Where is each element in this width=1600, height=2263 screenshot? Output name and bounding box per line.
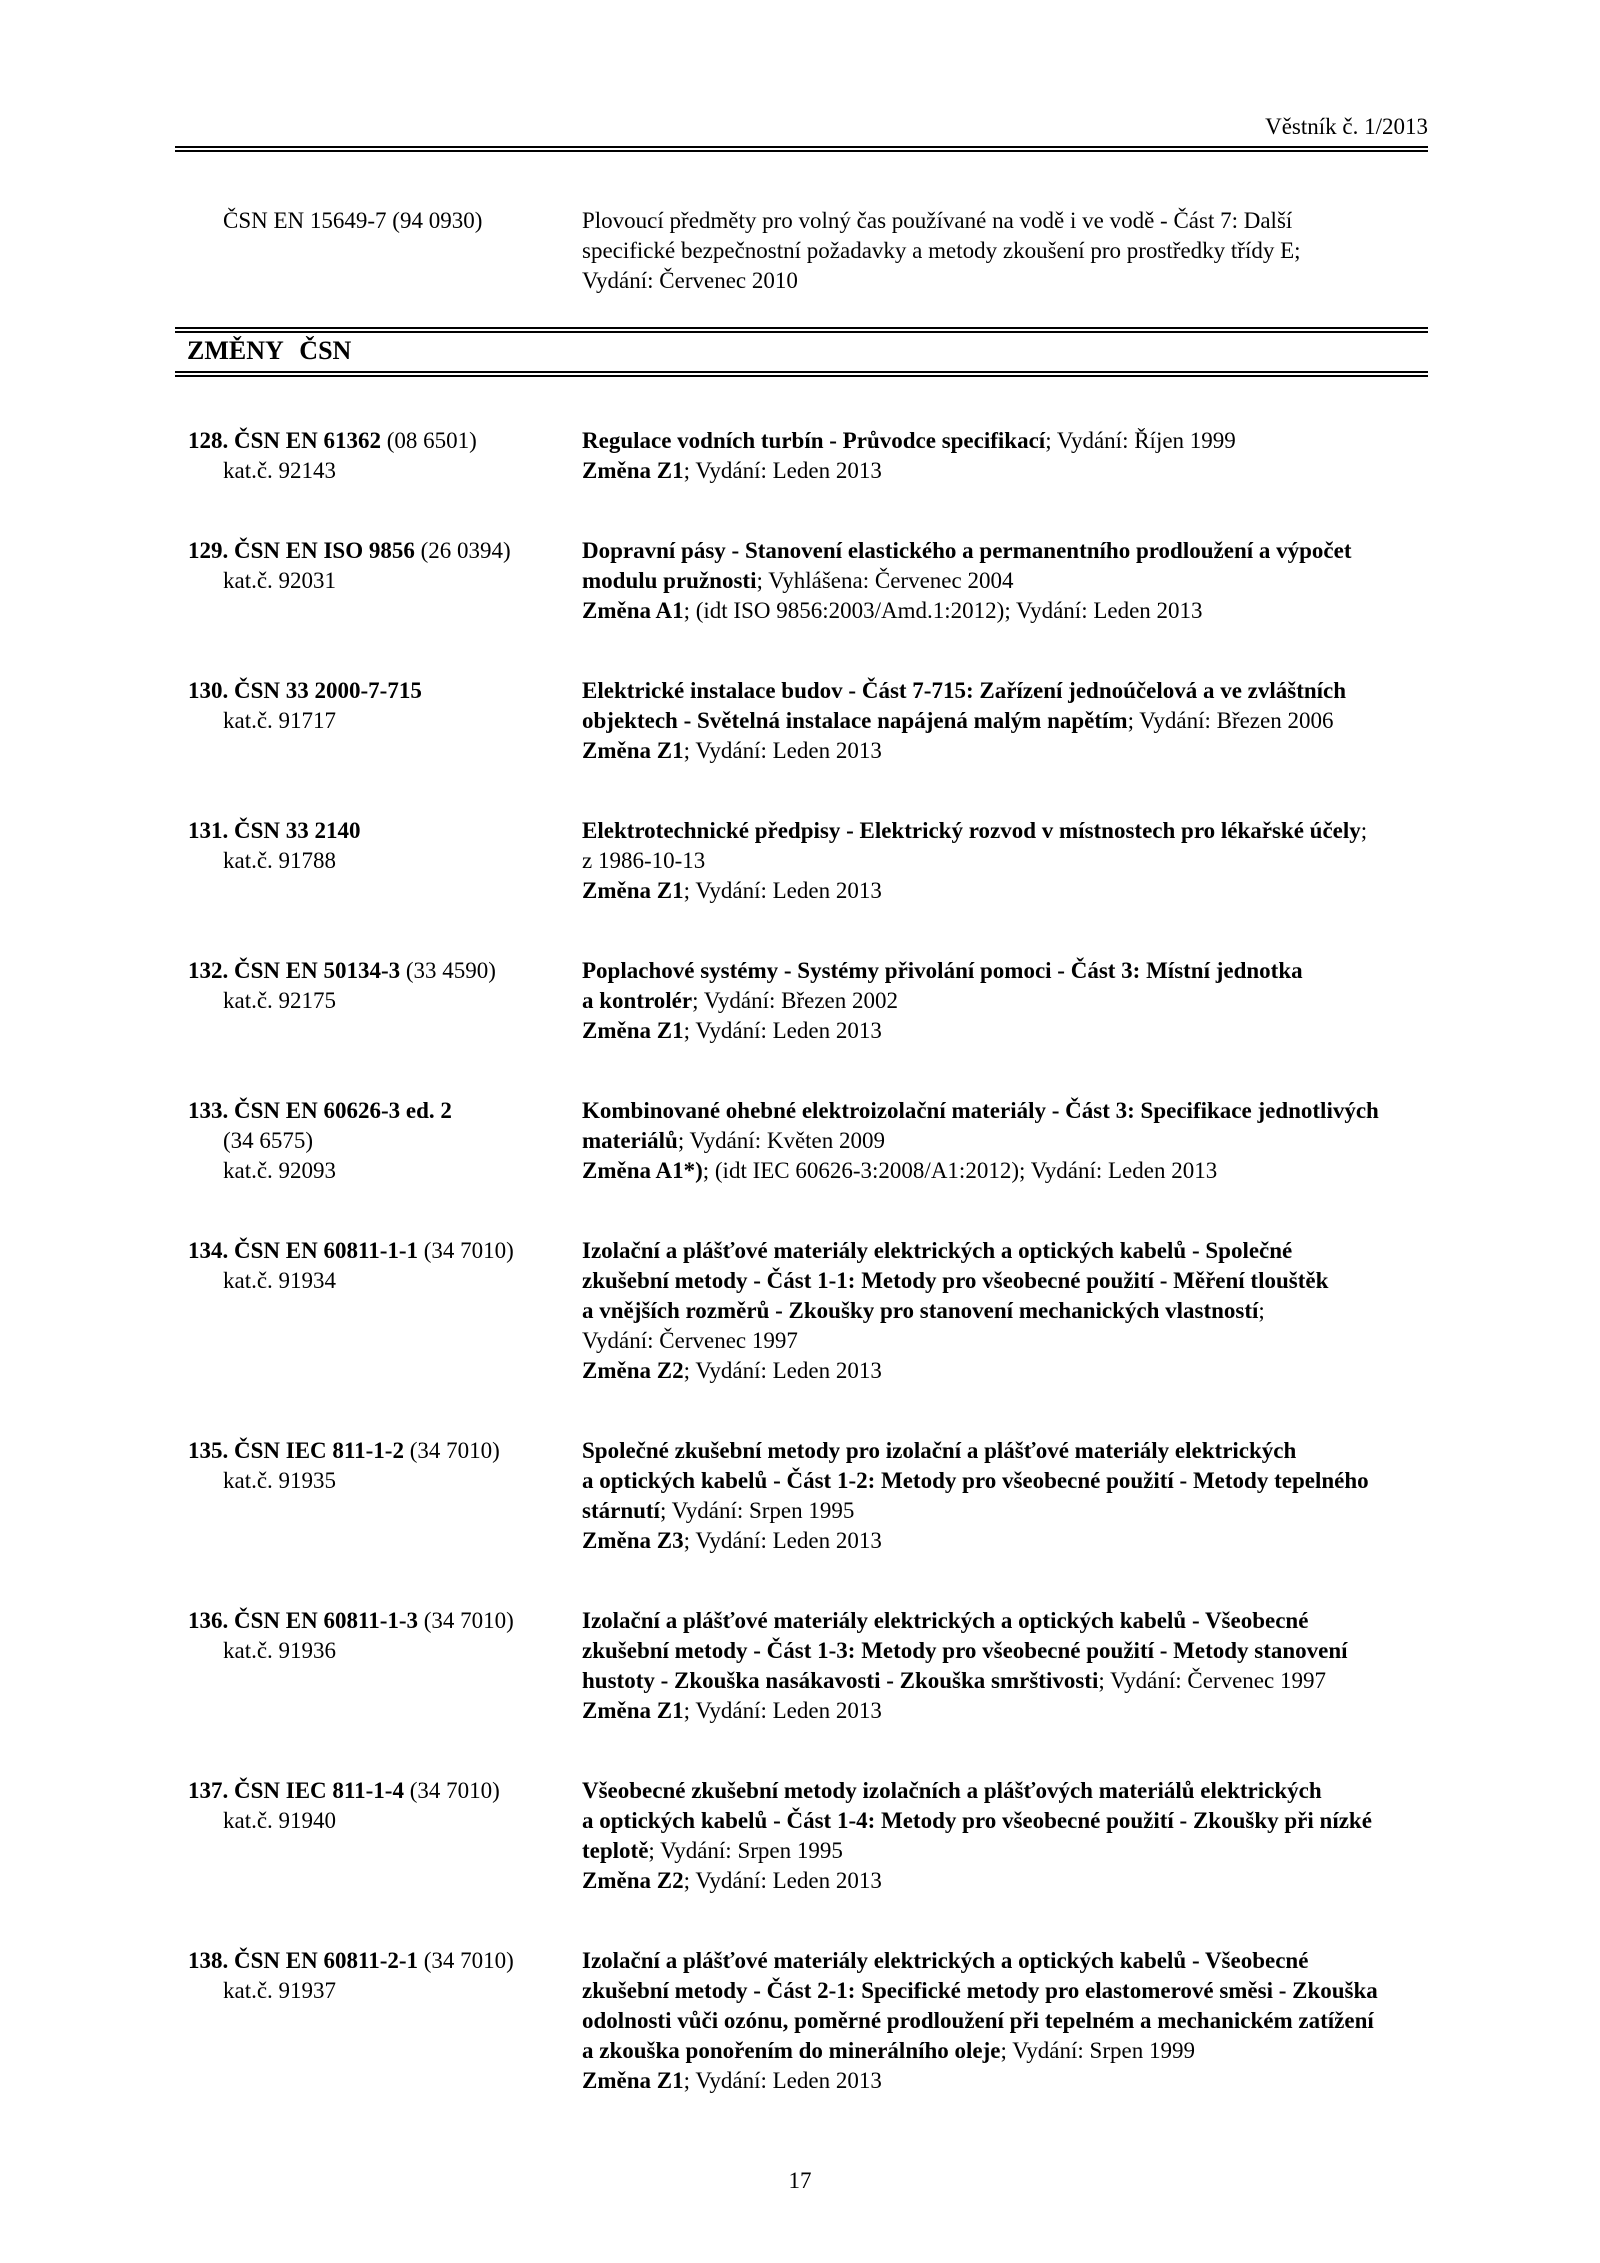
bold-text: 138. ČSN EN 60811-2-1 [188,1948,419,1973]
entry-number-code-line [0,1946,514,1976]
entry-description [582,206,1600,296]
entry-left-subline [0,1976,514,2006]
entry-description-line [582,1436,1600,1466]
text: ; Vydání: Leden 2013 [683,1698,882,1723]
standard-entry [0,1096,1600,1186]
entry-left-subline [0,1266,514,1296]
entry-left-column [0,1236,514,1296]
bold-text: 131. ČSN 33 2140 [188,818,361,843]
bold-text: a optických kabelů - Část 1-2: Metody pro všeobecné použití - Metody tepelného [582,1468,1369,1493]
bold-text: Změna Z2 [582,1868,684,1893]
entry-description-line [582,1236,1600,1266]
entry-description-line [582,1696,1600,1726]
section-rule-top [175,327,1428,333]
standard-entry [0,1236,1600,1386]
bold-text: Dopravní pásy - Stanovení elastického a permanentního prodloužení a výpočet [582,538,1352,563]
entry-left-column [0,1776,500,1836]
text: ; [1360,818,1368,843]
bold-text: Změna Z1 [582,878,684,903]
bold-text: Regulace vodních turbín - Průvodce specifikací [582,428,1046,453]
entry-left-subline [0,566,511,596]
text: (08 6501) [380,428,477,453]
text: ; Vydání: Leden 2013 [683,738,882,763]
entry-left-subline [0,1636,514,1666]
text: kat.č. 91717 [223,708,337,733]
entry-description [582,816,1600,906]
entry-description-line [582,456,1600,486]
text: kat.č. 92093 [223,1158,337,1183]
entry-left-column [0,1096,452,1186]
text: ČSN EN 15649-7 (94 0930) [223,208,483,233]
entry-description [582,1776,1600,1896]
entry-description [582,956,1600,1046]
bold-text: Změna Z1 [582,1018,684,1043]
bold-text: Kombinované ohebné elektroizolační materiály - Část 3: Specifikace jednotlivých [582,1098,1379,1123]
bold-text: stárnutí [582,1498,660,1523]
standard-entry [0,816,1600,906]
bold-text: Změna Z1 [582,1698,684,1723]
entry-left-column [0,956,496,1016]
entry-left-column [0,206,482,236]
entry-left-subline [0,456,477,486]
bold-text: teplotě [582,1838,649,1863]
text: ; Vydání: Březen 2006 [1127,708,1334,733]
text: ; Vydání: Leden 2013 [683,1868,882,1893]
entry-description-line [582,1326,1600,1356]
entry-left-subline [0,1126,452,1156]
entry-description-line [582,2006,1600,2036]
text: ; Vyhlášena: Červenec 2004 [756,568,1014,593]
text: (33 4590) [400,958,496,983]
text: kat.č. 91934 [223,1268,337,1293]
bold-text: Izolační a plášťové materiály elektrických a optických kabelů - Všeobecné [582,1948,1309,1973]
entry-description-line [582,1666,1600,1696]
entry-number-code-line [0,1606,514,1636]
entry-number-code-line [0,426,477,456]
bold-text: 135. ČSN IEC 811-1-2 [188,1438,404,1463]
text: (34 7010) [403,1438,500,1463]
section-rule-bottom [175,371,1428,377]
pre-section-entries [0,206,1600,346]
text: kat.č. 92143 [223,458,337,483]
entry-left-column [0,816,361,876]
bold-text: zkušební metody - Část 1-1: Metody pro všeobecné použití - Měření tlouštěk [582,1268,1329,1293]
entry-description-line [582,1266,1600,1296]
changes-entries-list [0,426,1600,2146]
bold-text: Izolační a plášťové materiály elektrických a optických kabelů - Společné [582,1238,1293,1263]
text: ; Vydání: Leden 2013 [683,1018,882,1043]
text: ; Vydání: Říjen 1999 [1045,428,1236,453]
bold-text: zkušební metody - Část 2-1: Specifické metody pro elastomerové směsi - Zkouška [582,1978,1378,2003]
text: (34 7010) [403,1778,500,1803]
entry-description-line [582,876,1600,906]
entry-left-subline [0,986,496,1016]
bold-text: a zkouška ponořením do minerálního oleje [582,2038,1001,2063]
entry-description-line [582,676,1600,706]
entry-description-line [582,2066,1600,2096]
text: ; Vydání: Březen 2002 [692,988,898,1013]
bold-text: Změna Z2 [582,1358,684,1383]
entry-description-line [582,1496,1600,1526]
bold-text: Změna Z1 [582,738,684,763]
text: ; Vydání: Leden 2013 [683,1528,882,1553]
entry-number-code-line [0,1236,514,1266]
entry-left-subline [0,1466,500,1496]
entry-number-code-line [0,816,361,846]
bold-text: Společné zkušební metody pro izolační a plášťové materiály elektrických [582,1438,1297,1463]
text: ; Vydání: Červenec 1997 [1098,1668,1326,1693]
standard-entry [0,956,1600,1046]
entry-description-line [582,1946,1600,1976]
text: kat.č. 91936 [223,1638,337,1663]
header-rule [175,146,1428,152]
entry-left-column [0,1436,500,1496]
entry-description-line [582,566,1600,596]
entry-description-line [582,1296,1600,1326]
entry-number-code-line [0,1096,452,1126]
text: (34 7010) [418,1238,514,1263]
bold-text: materiálů [582,1128,678,1153]
standard-entry [0,206,1600,296]
entry-description-line [582,706,1600,736]
text: ; (idt IEC 60626-3:2008/A1:2012); Vydání: Leden 2013 [702,1158,1218,1183]
entry-description-line [582,1156,1600,1186]
text: (34 6575) [223,1128,314,1153]
entry-description-line [582,1466,1600,1496]
entry-description-line [582,1976,1600,2006]
entry-description-line [582,1356,1600,1386]
bold-text: 137. ČSN IEC 811-1-4 [188,1778,404,1803]
bold-text: hustoty - Zkouška nasákavosti - Zkouška smrštivosti [582,1668,1099,1693]
entry-description [582,426,1600,486]
entry-description-line [582,596,1600,626]
bold-text: objektech - Světelná instalace napájená malým napětím [582,708,1128,733]
text: kat.č. 92175 [223,988,337,1013]
text: kat.č. 91935 [223,1468,337,1493]
bold-text: Elektrotechnické předpisy - Elektrický rozvod v místnostech pro lékařské účely [582,818,1361,843]
text: Plovoucí předměty pro volný čas používané na vodě i ve vodě - Část 7: Další [582,208,1293,233]
entry-left-subline [0,706,422,736]
entry-left-column [0,676,422,736]
page-number: 17 [788,2168,812,2193]
text: ; Vydání: Leden 2013 [683,458,882,483]
entry-left-subline [0,846,361,876]
text: ; Vydání: Srpen 1995 [648,1838,843,1863]
entry-description-line [582,266,1600,296]
text: Vydání: Červenec 1997 [582,1328,798,1353]
entry-description-line [582,986,1600,1016]
standard-entry [0,536,1600,626]
bold-text: Všeobecné zkušební metody izolačních a plášťových materiálů elektrických [582,1778,1322,1803]
bold-text: Izolační a plášťové materiály elektrických a optických kabelů - Všeobecné [582,1608,1309,1633]
entry-description-line [582,1526,1600,1556]
entry-number-code-line [0,536,511,566]
bold-text: Poplachové systémy - Systémy přivolání pomoci - Část 3: Místní jednotka [582,958,1303,983]
text: kat.č. 92031 [223,568,337,593]
bold-text: 129. ČSN EN ISO 9856 [188,538,415,563]
entry-left-column [0,426,477,486]
entry-description-line [582,1126,1600,1156]
entry-description [582,1606,1600,1726]
entry-number-code-line [0,956,496,986]
entry-description-line [582,206,1600,236]
entry-description [582,536,1600,626]
entry-description-line [582,1636,1600,1666]
entry-description-line [582,846,1600,876]
entry-left-column [0,536,511,596]
text: ; [1258,1298,1265,1323]
entry-description [582,676,1600,766]
entry-description-line [582,1806,1600,1836]
entry-description-line [582,1836,1600,1866]
standard-entry [0,1776,1600,1896]
bold-text: 134. ČSN EN 60811-1-1 [188,1238,419,1263]
bold-text: modulu pružnosti [582,568,757,593]
text: ; (idt ISO 9856:2003/Amd.1:2012); Vydání: Leden 2013 [683,598,1203,623]
text: ; Vydání: Srpen 1995 [659,1498,855,1523]
journal-header: Věstník č. 1/2013 [1265,114,1428,139]
bold-text: Změna A1*) [582,1158,703,1183]
text: ; Vydání: Květen 2009 [677,1128,886,1153]
entry-description-line [582,816,1600,846]
bold-text: a optických kabelů - Část 1-4: Metody pro všeobecné použití - Zkoušky při nízké [582,1808,1372,1833]
bold-text: 133. ČSN EN 60626-3 ed. 2 [188,1098,452,1123]
text: (34 7010) [418,1948,514,1973]
standard-entry [0,1946,1600,2096]
entry-description-line [582,1096,1600,1126]
bold-text: zkušební metody - Část 1-3: Metody pro všeobecné použití - Metody stanovení [582,1638,1348,1663]
entry-description-line [582,536,1600,566]
bold-text: 130. ČSN 33 2000-7-715 [188,678,422,703]
text: kat.č. 91937 [223,1978,337,2003]
text: ; Vydání: Leden 2013 [683,1358,882,1383]
entry-description-line [582,2036,1600,2066]
text: z 1986-10-13 [582,848,706,873]
entry-description-line [582,236,1600,266]
text: (34 7010) [418,1608,514,1633]
standard-entry [0,426,1600,486]
bold-text: 136. ČSN EN 60811-1-3 [188,1608,419,1633]
entry-left-column [0,1946,514,2006]
entry-description-line [582,1016,1600,1046]
bold-text: Změna Z1 [582,458,684,483]
entry-number-code-line [0,1776,500,1806]
entry-left-subline [0,1156,452,1186]
bold-text: 128. ČSN EN 61362 [188,428,381,453]
entry-description-line [582,426,1600,456]
text: kat.č. 91788 [223,848,337,873]
text: kat.č. 91940 [223,1808,337,1833]
text: (26 0394) [414,538,511,563]
text: Vydání: Červenec 2010 [582,268,798,293]
bold-text: Změna Z1 [582,2068,684,2093]
entry-description-line [582,1866,1600,1896]
bold-text: Změna Z3 [582,1528,684,1553]
entry-description-line [582,736,1600,766]
entry-number-code-line [0,1436,500,1466]
bold-text: 132. ČSN EN 50134-3 [188,958,401,983]
text: ; Vydání: Leden 2013 [683,2068,882,2093]
entry-description [582,1946,1600,2096]
entry-description-line [582,1776,1600,1806]
entry-left-subline [0,1806,500,1836]
bold-text: a vnějších rozměrů - Zkoušky pro stanovení mechanických vlastností [582,1298,1259,1323]
entry-number-code-line [0,676,422,706]
bold-text: Elektrické instalace budov - Část 7-715: Zařízení jednoúčelová a ve zvláštních [582,678,1347,703]
bold-text: odolnosti vůči ozónu, poměrné prodloužení při tepelném a mechanickém zatížení [582,2008,1374,2033]
entry-description-line [582,1606,1600,1636]
standard-entry [0,1436,1600,1556]
text: ; Vydání: Leden 2013 [683,878,882,903]
text: ; Vydání: Srpen 1999 [1000,2038,1195,2063]
entry-description [582,1436,1600,1556]
entry-description [582,1096,1600,1186]
section-title: ZMĚNY ČSN [187,336,352,365]
standard-entry [0,1606,1600,1726]
text: specifické bezpečnostní požadavky a metody zkoušení pro prostředky třídy E; [582,238,1301,263]
entry-description [582,1236,1600,1386]
entry-description-line [582,956,1600,986]
bold-text: Změna A1 [582,598,684,623]
entry-left-column [0,1606,514,1666]
bold-text: a kontrolér [582,988,693,1013]
standard-entry [0,676,1600,766]
entry-left-subline [0,206,482,236]
